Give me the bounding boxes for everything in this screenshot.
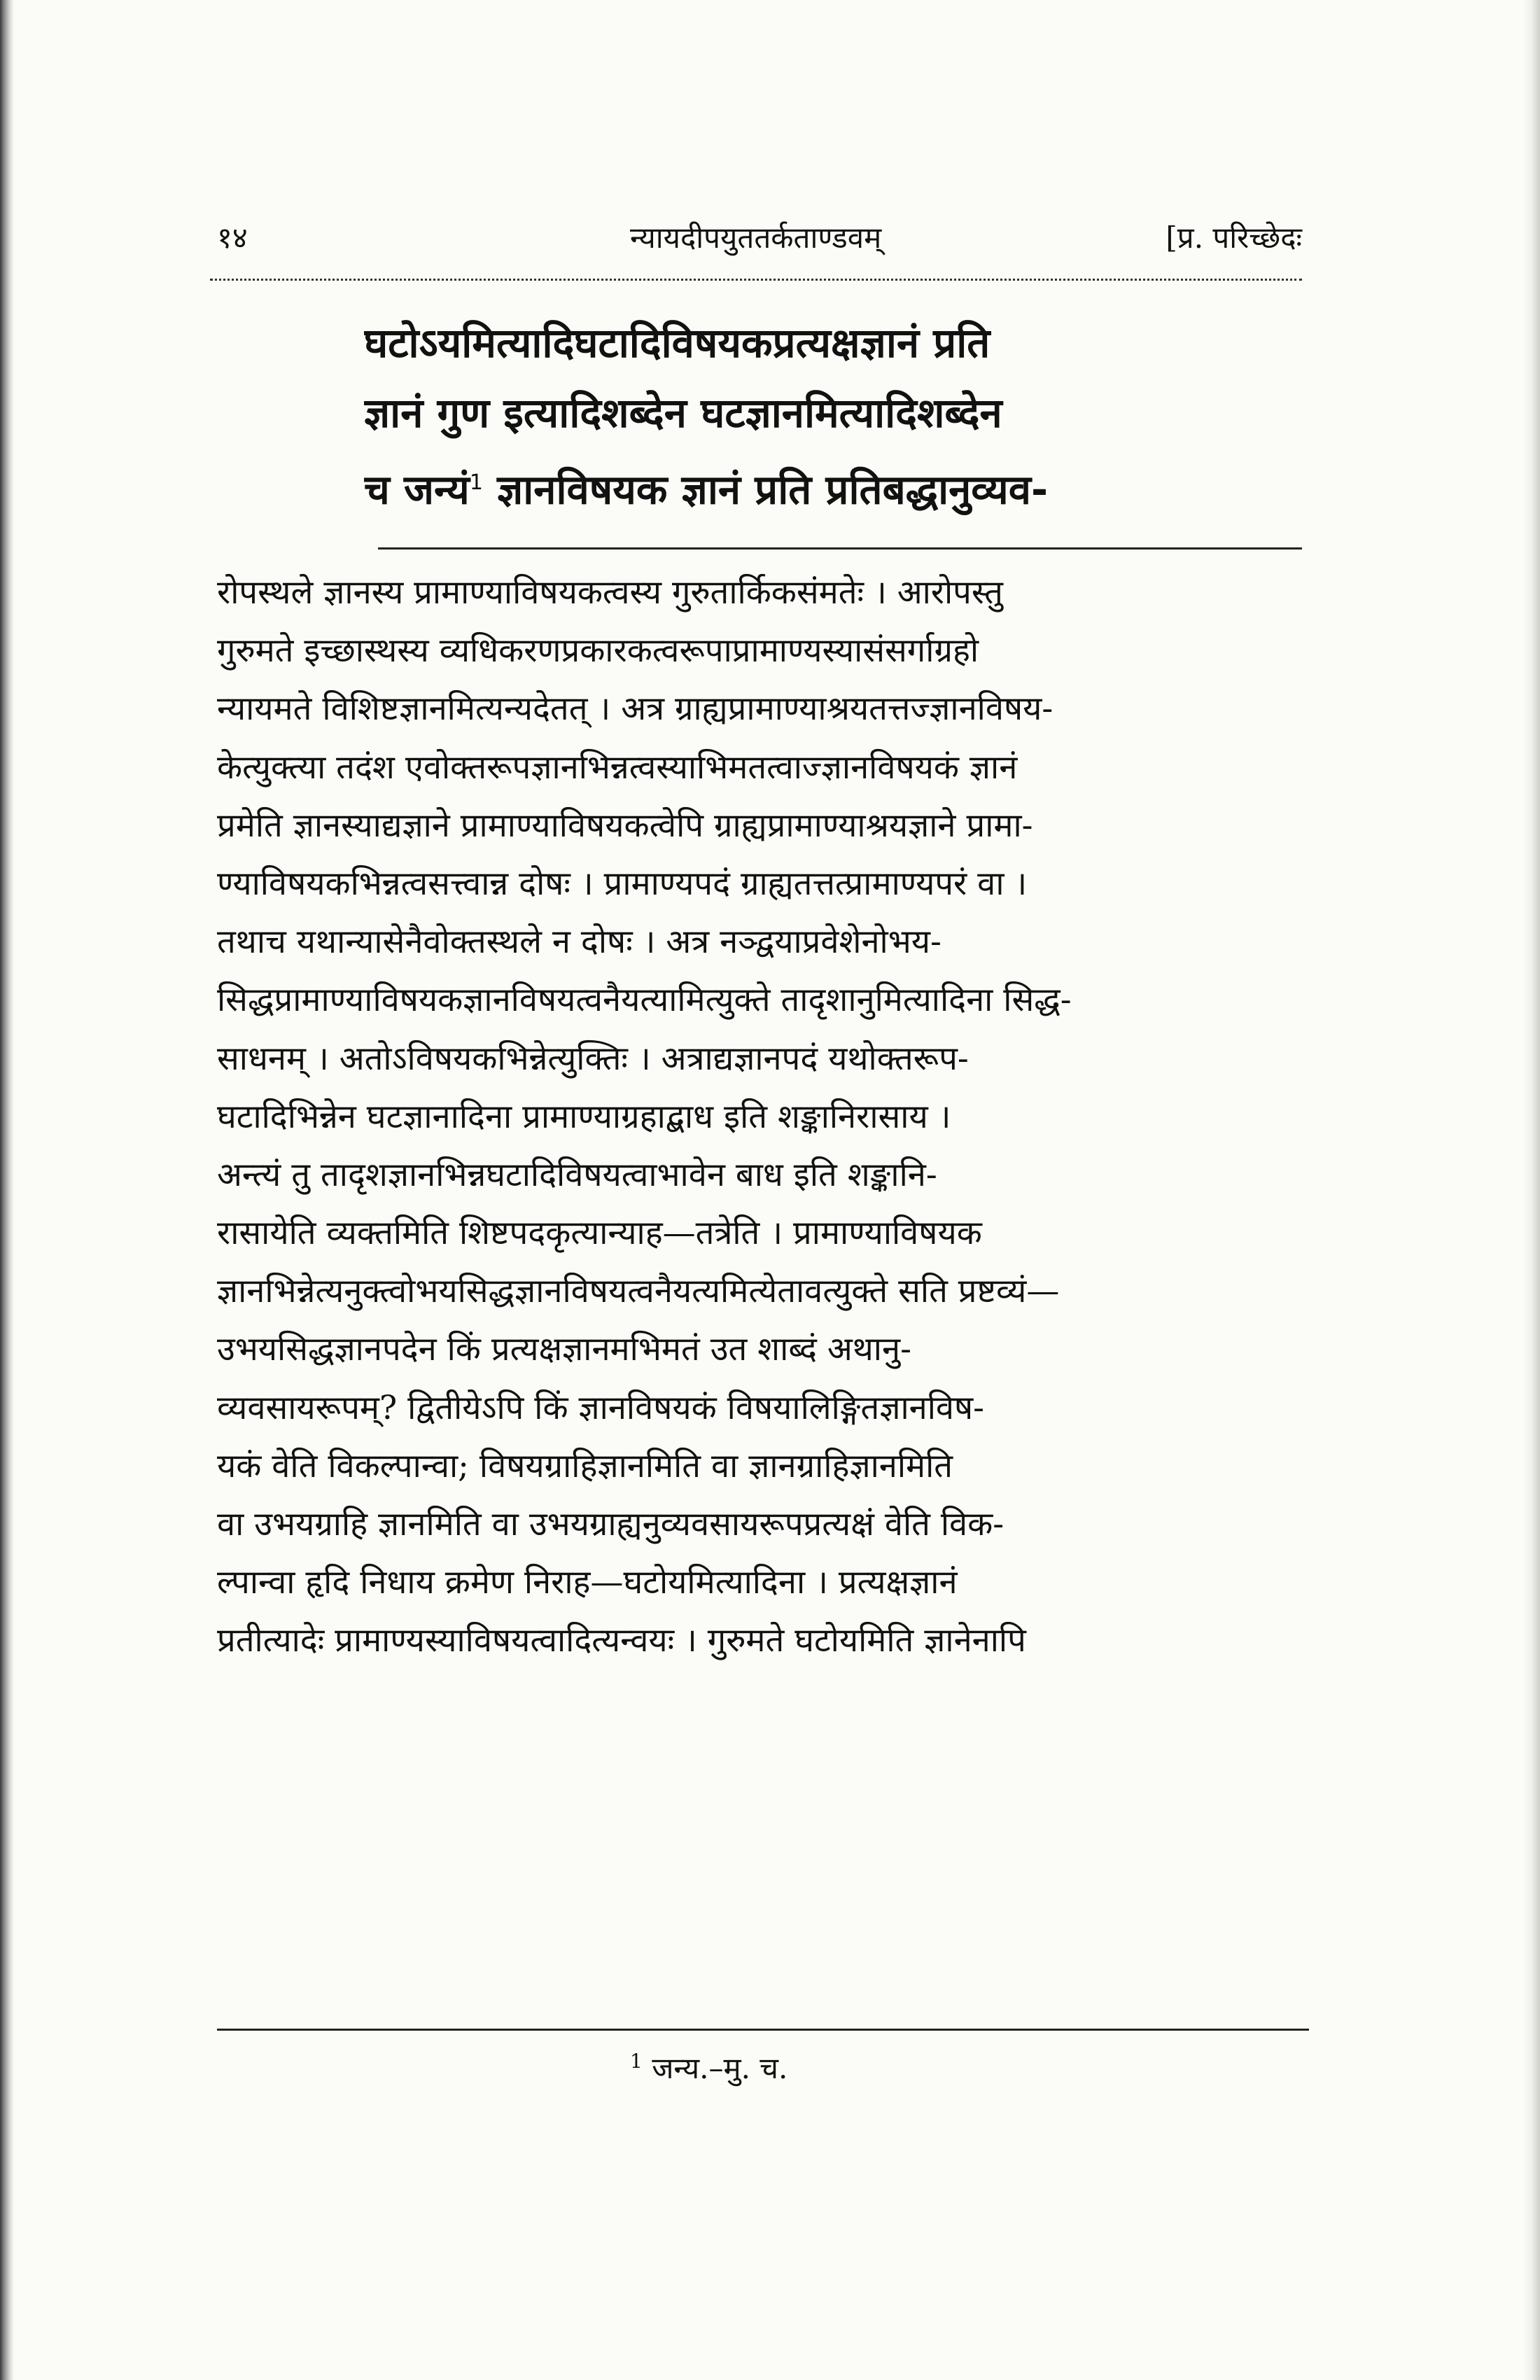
commentary-line: ण्याविषयकभिन्नत्वसत्त्वान्न दोषः । प्रामाण्यपदं ग्राह्यतत्तत्प्रामाण्यपरं वा । <box>217 864 1028 903</box>
commentary-line: न्यायमते विशिष्टज्ञानमित्यन्यदेतत् । अत्र ग्राह्यप्रामाण्याश्रयतत्तज्ज्ञानविषय- <box>217 690 1054 729</box>
footnote-marker: 1 <box>469 470 483 495</box>
commentary-line: उभयसिद्धज्ञानपदेन किं प्रत्यक्षज्ञानमभिमतं उत शाब्दं अथानु- <box>217 1330 911 1369</box>
commentary-line: केत्युक्त्या तदंश एवोक्तरूपज्ञानभिन्नत्वस्याभिमतत्वाज्ज्ञानविषयकं ज्ञानं <box>217 748 1018 787</box>
commentary-line: घटादिभिन्नेन घटज्ञानादिना प्रामाण्याग्रहाद्बाध इति शङ्कानिरासाय । <box>217 1097 951 1136</box>
commentary-line: सिद्धप्रामाण्याविषयकज्ञानविषयत्वनैयत्यामित्युक्ते तादृशानुमित्यादिना सिद्ध- <box>217 981 1072 1020</box>
commentary-line: व्यवसायरूपम्? द्वितीयेऽपि किं ज्ञानविषयकं विषयालिङ्गितज्ञानविष- <box>217 1388 985 1427</box>
mula-line: घटोऽयमित्यादिघटादिविषयकप्रत्यक्षज्ञानं प्रति <box>364 319 990 367</box>
commentary-line: ज्ञानभिन्नेत्यनुक्त्वोभयसिद्धज्ञानविषयत्वनैयत्यमित्येतावत्युक्ते सति प्रष्टव्यं— <box>217 1272 1060 1311</box>
commentary-line: प्रतीत्यादेः प्रामाण्यस्याविषयत्वादित्यन्वयः । गुरुमते घटोयमिति ज्ञानेनापि <box>217 1621 1026 1660</box>
commentary-line: ल्पान्वा हृदि निधाय क्रमेण निराह—घटोयमित्यादिना । प्रत्यक्षज्ञानं <box>217 1563 958 1602</box>
mula-line <box>364 448 1232 524</box>
page-number: १४ <box>217 220 248 255</box>
mula-text <box>364 308 1232 524</box>
footnote <box>630 2047 1050 2087</box>
commentary-line: गुरुमते इच्छास्थस्य व्यधिकरणप्रकारकत्वरूपाप्रामाण्यस्यासंसर्गाग्रहो <box>217 631 979 671</box>
commentary-line: रोपस्थले ज्ञानस्य प्रामाण्याविषयकत्वस्य गुरुतार्किकसंमतेः । आरोपस्तु <box>217 573 1003 612</box>
running-title: न्यायदीपयुततर्कताण्डवम् <box>630 220 882 255</box>
page-binding-edge <box>0 0 14 2380</box>
footnote-number: 1 <box>630 2050 643 2073</box>
commentary-line: वा उभयग्राहि ज्ञानमिति वा उभयग्राह्यनुव्यवसायरूपप्रत्यक्षं वेति विक- <box>217 1505 1004 1544</box>
footnote-text: जन्य.–मु. च. <box>652 2051 788 2085</box>
mula-line-part: च जन्यं <box>364 465 470 514</box>
mula-divider <box>378 547 1302 550</box>
commentary-line: साधनम् । अतोऽविषयकभिन्नेत्युक्तिः । अत्राद्यज्ञानपदं यथोक्तरूप- <box>217 1039 969 1078</box>
section-label: [प्र. परिच्छेदः <box>1166 220 1302 255</box>
commentary-line: तथाच यथान्यासेनैवोक्तस्थले न दोषः । अत्र नञ्द्वयाप्रवेशेनोभय- <box>217 923 941 962</box>
footnote-rule <box>217 2029 1309 2031</box>
mula-line: ज्ञानं गुण इत्यादिशब्देन घटज्ञानमित्यादिशब्देन <box>364 389 1002 437</box>
commentary-line: रासायेति व्यक्तमिति शिष्टपदकृत्यान्याह—तत्रेति । प्रामाण्याविषयक <box>217 1214 982 1253</box>
header-rule <box>210 279 1302 281</box>
commentary-line: यकं वेति विकल्पान्वा; विषयग्राहिज्ञानमिति वा ज्ञानग्राहिज्ञानमिति <box>217 1446 953 1485</box>
page-right-edge <box>1523 0 1540 2380</box>
mula-line-part: ज्ञानविषयक ज्ञानं प्रति प्रतिबद्धानुव्यव- <box>497 465 1049 514</box>
page-header <box>210 210 1302 266</box>
commentary-line: प्रमेति ज्ञानस्याद्यज्ञाने प्रामाण्याविषयकत्वेपि ग्राह्यप्रामाण्याश्रयज्ञाने प्रामा- <box>217 806 1033 845</box>
commentary-text <box>217 564 1309 1670</box>
commentary-line: अन्त्यं तु तादृशज्ञानभिन्नघटादिविषयत्वाभावेन बाध इति शङ्कानि- <box>217 1155 937 1194</box>
